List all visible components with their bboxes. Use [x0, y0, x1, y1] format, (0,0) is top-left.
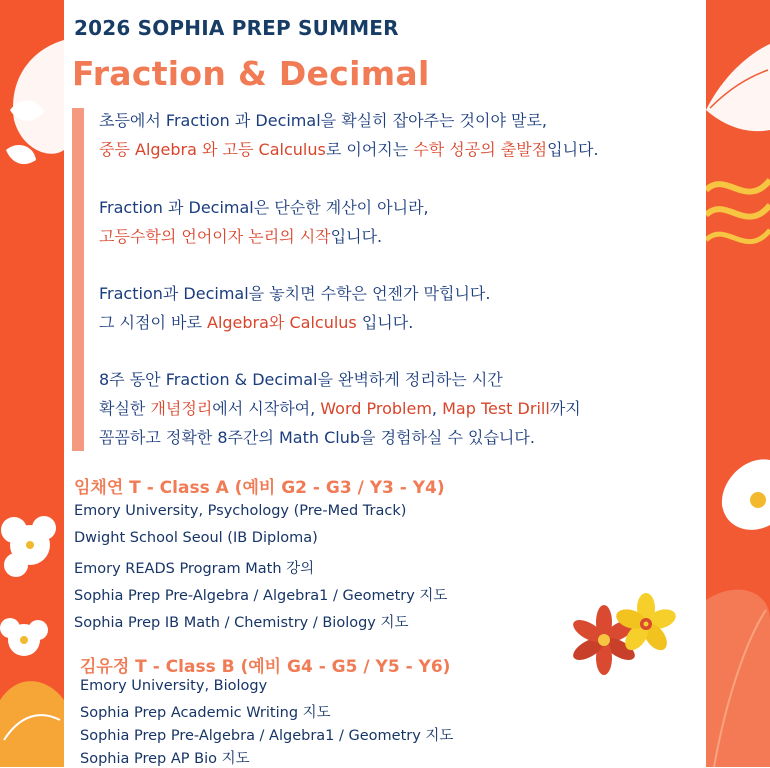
intro-text: 그 시점이 바로 — [99, 313, 207, 332]
highlight-text: 수학 성공의 출발점 — [413, 140, 548, 159]
intro-line — [99, 394, 581, 423]
intro-paragraph-1 — [99, 106, 599, 164]
highlight-text: 개념정리 — [150, 399, 213, 418]
intro-line: Fraction 과 Decimal은 단순한 계산이 아니라, — [99, 198, 429, 217]
left-decor-panel — [0, 0, 64, 767]
intro-paragraph-3 — [99, 279, 490, 337]
yellow-wave-icon — [706, 180, 770, 242]
highlight-text: 중등 Algebra 와 고등 Calculus — [99, 140, 326, 159]
intro-line: 초등에서 Fraction 과 Decimal을 확실히 잡아주는 것이야 말로, — [99, 111, 548, 130]
coral-leaf-icon — [706, 590, 770, 767]
intro-paragraph-4 — [99, 365, 581, 452]
intro-text: 까지 — [549, 399, 581, 418]
poster-content — [64, 0, 706, 767]
teacher-b-credential: Sophia Prep AP Bio 지도 — [80, 751, 250, 767]
highlight-text: Map Test Drill — [442, 399, 550, 418]
teacher-a-credential: Emory University, Psychology (Pre-Med Track) — [74, 503, 407, 519]
intro-text: 입니다. — [330, 227, 383, 246]
intro-line: 꼼꼼하고 정확한 8주간의 Math Club을 경험하실 수 있습니다. — [99, 428, 535, 447]
intro-paragraph-2 — [99, 193, 429, 251]
teacher-a-credential: Sophia Prep Pre-Algebra / Algebra1 / Geometry 지도 — [74, 588, 448, 604]
teacher-a-heading: 임채연 T - Class A (예비 G2 - G3 / Y3 - Y4) — [74, 478, 445, 498]
intro-line — [99, 135, 599, 164]
intro-text: 에서 시작하여, — [212, 399, 321, 418]
teacher-a-credential: Sophia Prep IB Math / Chemistry / Biology 지도 — [74, 615, 409, 631]
teacher-b-credential: Sophia Prep Academic Writing 지도 — [80, 705, 331, 721]
white-leaf-icon — [6, 40, 64, 164]
intro-line — [99, 222, 429, 251]
accent-bar — [72, 108, 84, 451]
highlight-text: Algebra와 Calculus — [207, 313, 357, 332]
intro-line — [99, 308, 490, 337]
intro-text: , — [431, 399, 443, 418]
teacher-a-credential: Dwight School Seoul (IB Diploma) — [74, 530, 318, 546]
yellow-leaf-icon — [0, 681, 64, 767]
teacher-b-credential: Emory University, Biology — [80, 678, 268, 694]
flower-bouquet — [570, 590, 690, 680]
poster-title: Fraction & Decimal — [72, 54, 430, 93]
teacher-a-credential: Emory READS Program Math 강의 — [74, 561, 315, 577]
white-flower-icon — [0, 516, 56, 656]
intro-line: Fraction과 Decimal을 놓치면 수학은 언젠가 막힙니다. — [99, 284, 491, 303]
intro-text: 입니다. — [356, 313, 414, 332]
highlight-text: Word Problem — [320, 399, 432, 418]
intro-text: 확실한 — [99, 399, 151, 418]
white-flower-icon — [722, 459, 770, 529]
teacher-b-heading: 김유정 T - Class B (예비 G4 - G5 / Y5 - Y6) — [80, 657, 451, 677]
right-decor-panel — [706, 0, 770, 767]
highlight-text: 고등수학의 언어이자 논리의 시작 — [99, 227, 331, 246]
intro-text: 로 이어지는 — [325, 140, 414, 159]
intro-text: 입니다. — [547, 140, 599, 159]
poster-subtitle: 2026 SOPHIA PREP SUMMER — [74, 16, 399, 40]
white-leaf-icon — [706, 44, 770, 131]
teacher-b-credential: Sophia Prep Pre-Algebra / Algebra1 / Geometry 지도 — [80, 728, 454, 744]
intro-line: 8주 동안 Fraction & Decimal을 완벽하게 정리하는 시간 — [99, 370, 503, 389]
